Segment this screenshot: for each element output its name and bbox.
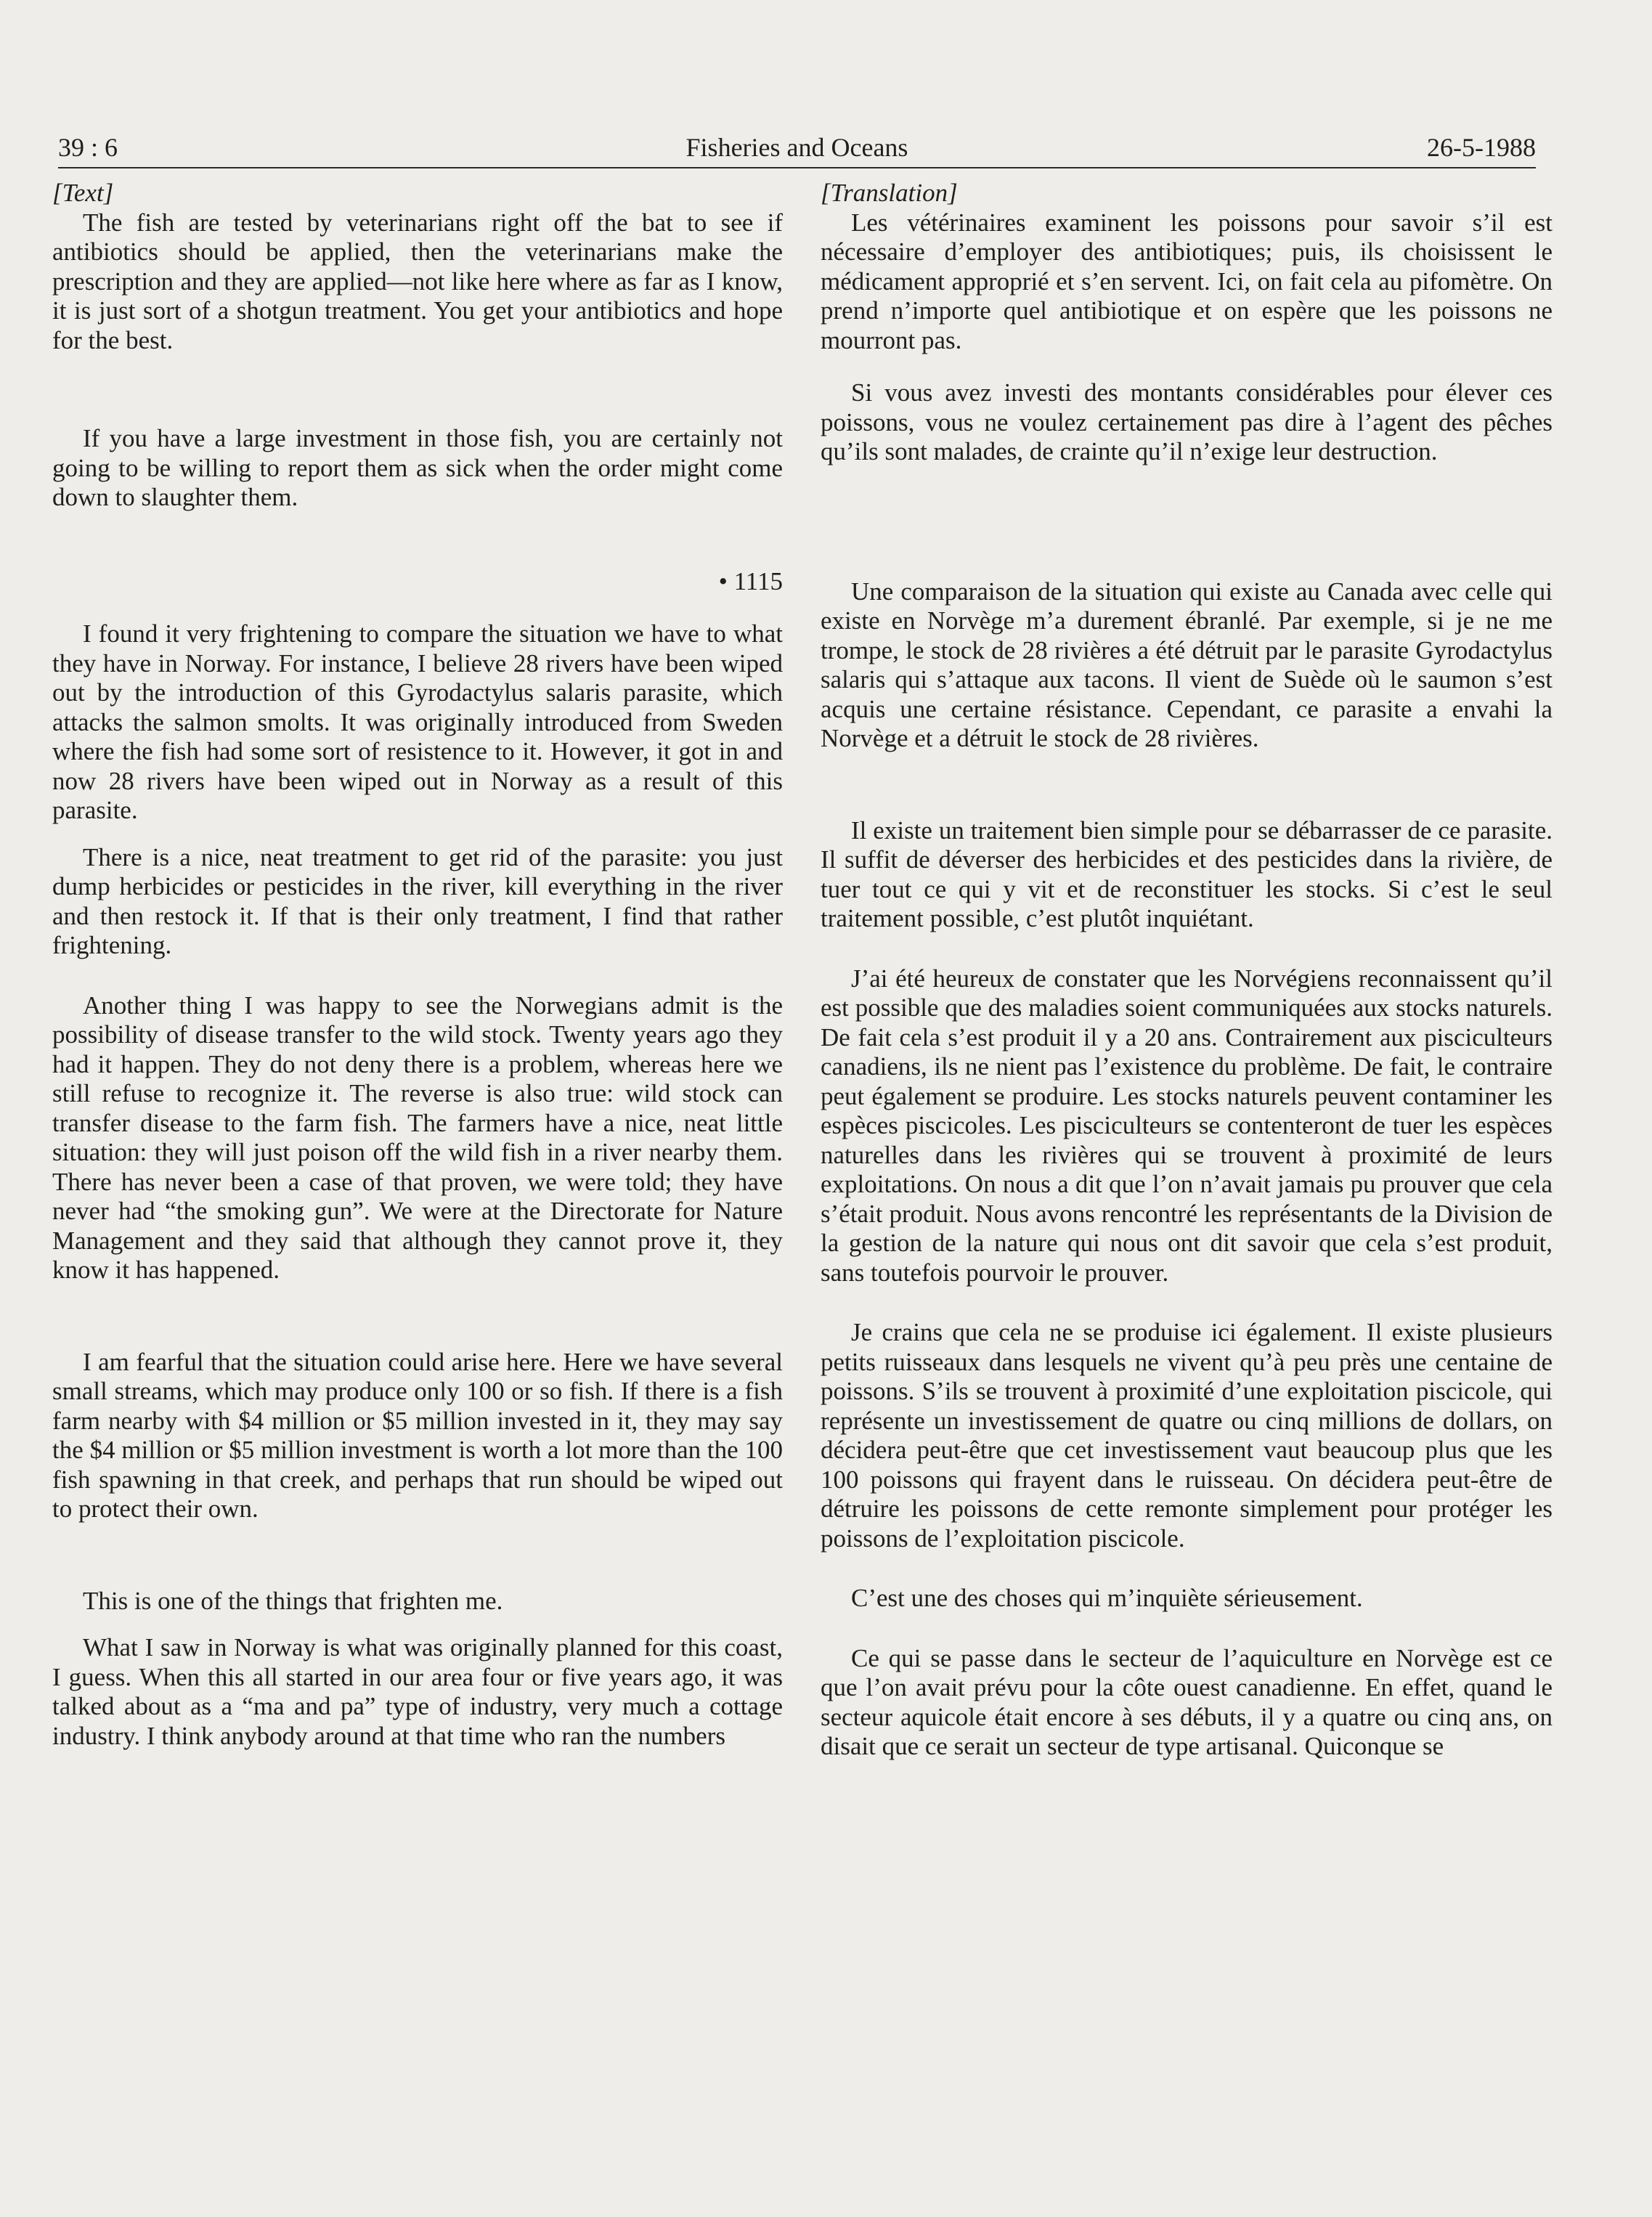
- paragraph: This is one of the things that frighten me.: [83, 1586, 503, 1615]
- page-number: 39 : 6: [58, 133, 118, 162]
- english-column: [52, 179, 783, 1751]
- paragraph: If you have a large investment in those fish, you are certainly not going to be willing to report them as sick when the order might come down to slaughter them.: [52, 424, 783, 511]
- paragraph: Une comparaison de la situation qui existe au Canada avec celle qui existe en Norvège m’a durement ébranlé. Par exemple, si je ne me trompe, le stock de 28 rivières a été détruit par le parasite Gyrodactylus salaris qui s’attaque aux tacons. Il vient de Suède où le saumon s’est acquis une certaine résistance. Cependant, ce parasite a envahi la Norvège et a détruit le stock de 28 rivières.: [821, 577, 1553, 752]
- translation-label: [Translation]: [821, 179, 958, 207]
- text-label: [Text]: [52, 179, 114, 207]
- paragraph: Je crains que cela ne se produise ici également. Il existe plusieurs petits ruisseaux dans lesquels ne vivent qu’à peu près une centaine de poissons. S’ils se trouvent à proximité d’une exploitation piscicole, qui représente un investissement de quatre ou cinq millions de dollars, on décidera peut-être que cet investissement vaut beaucoup plus que les 100 poissons qui frayent dans le ruisseau. On décidera peut-être de détruire les poissons de cette remonte simplement pour protéger les poissons de l’exploitation piscicole.: [821, 1318, 1553, 1553]
- paragraph: I found it very frightening to compare the situation we have to what they have in Norway. For instance, I believe 28 rivers have been wiped out by the introduction of this Gyrodactylus salaris parasite, which attacks the salmon smolts. It was originally introduced from Sweden where the fish had some sort of resistence to it. However, it got in and now 28 rivers have been wiped out in Norway as a result of this parasite.: [52, 619, 783, 824]
- paragraph: There is a nice, neat treatment to get rid of the parasite: you just dump herbicides or pesticides in the river, kill everything in the river and then restock it. If that is their only treatment, I find that rather frightening.: [52, 842, 783, 959]
- paragraph: The fish are tested by veterinarians right off the bat to see if antibiotics should be applied, then the veterinarians make the prescription and they are applied—not like here where as far as I know, it is just sort of a shotgun treatment. You get your antibiotics and hope for the best.: [52, 208, 783, 354]
- page-title: Fisheries and Oceans: [685, 133, 908, 162]
- timecode: • 1115: [718, 566, 783, 595]
- paragraph: Les vétérinaires examinent les poissons pour savoir s’il est nécessaire d’employer des antibiotiques; puis, ils choisissent le médicament approprié et s’en servent. Ici, on fait cela au pifomètre. On prend n’importe quel antibiotique et on espère que les poissons ne mourront pas.: [821, 208, 1553, 354]
- paragraph: J’ai été heureux de constater que les Norvégiens reconnaissent qu’il est possible que des maladies soient communiquées aux stocks naturels. De fait cela s’est produit il y a 20 ans. Contrairement aux pisciculteurs canadiens, ils ne nient pas l’existence du problème. De fait, le contraire peut également se produire. Les stocks naturels peuvent contaminer les espèces piscicoles. Les pisciculteurs se contenteront de tuer les espèces naturelles dans les rivières qui se trouvent à proximité de leurs exploitations. On nous a dit que l’on n’avait jamais pu prouver que cela s’était produit. Nous avons rencontré les représentants de la Division de la gestion de la nature qui nous ont dit savoir que cela s’est produit, sans toutefois pourvoir le prouver.: [821, 964, 1553, 1287]
- paragraph: I am fearful that the situation could arise here. Here we have several small streams, which may produce only 100 or so fish. If there is a fish farm nearby with $4 million or $5 million invested in it, they may say the $4 million or $5 million investment is worth a lot more than the 100 fish spawning in that creek, and perhaps that run should be wiped out to protect their own.: [52, 1347, 783, 1523]
- paragraph: Ce qui se passe dans le secteur de l’aquiculture en Norvège est ce que l’on avait prévu pour la côte ouest canadienne. En effet, quand le secteur aquicole était encore à ses débuts, il y a quatre ou cinq ans, on disait que ce serait un secteur de type artisanal. Quiconque se: [821, 1643, 1553, 1760]
- paragraph: Il existe un traitement bien simple pour se débarrasser de ce parasite. Il suffit de déverser des herbicides et des pesticides dans la rivière, de tuer tout ce qui y vit et de reconstituer les stocks. Si c’est le seul traitement possible, c’est plutôt inquiétant.: [821, 815, 1553, 932]
- paragraph: Si vous avez investi des montants considérables pour élever ces poissons, vous ne voulez certainement pas dire à l’agent des pêches qu’ils sont malades, de crainte qu’il n’exige leur destruction.: [821, 378, 1553, 465]
- paragraph: C’est une des choses qui m’inquiète sérieusement.: [851, 1584, 1363, 1612]
- paragraph: Another thing I was happy to see the Norwegians admit is the possibility of disease transfer to the wild stock. Twenty years ago they had it happen. They do not deny there is a problem, whereas here we still refuse to recognize it. The reverse is also true: wild stock can transfer disease to the farm fish. The farmers have a nice, neat little situation: they will just poison off the wild fish in a river nearby them. There has never been a case of that proven, we were told; they have never had “the smoking gun”. We were at the Directorate for Nature Management and they said that although they cannot prove it, they know it has happened.: [52, 990, 783, 1284]
- page-header: [58, 125, 1536, 168]
- page-date: 26-5-1988: [1427, 133, 1536, 162]
- paragraph: What I saw in Norway is what was originally planned for this coast, I guess. When this all started in our area four or five years ago, it was talked about as a “ma and pa” type of industry, very much a cottage industry. I think anybody around at that time who ran the numbers: [52, 1633, 783, 1750]
- french-column: [821, 179, 1553, 1762]
